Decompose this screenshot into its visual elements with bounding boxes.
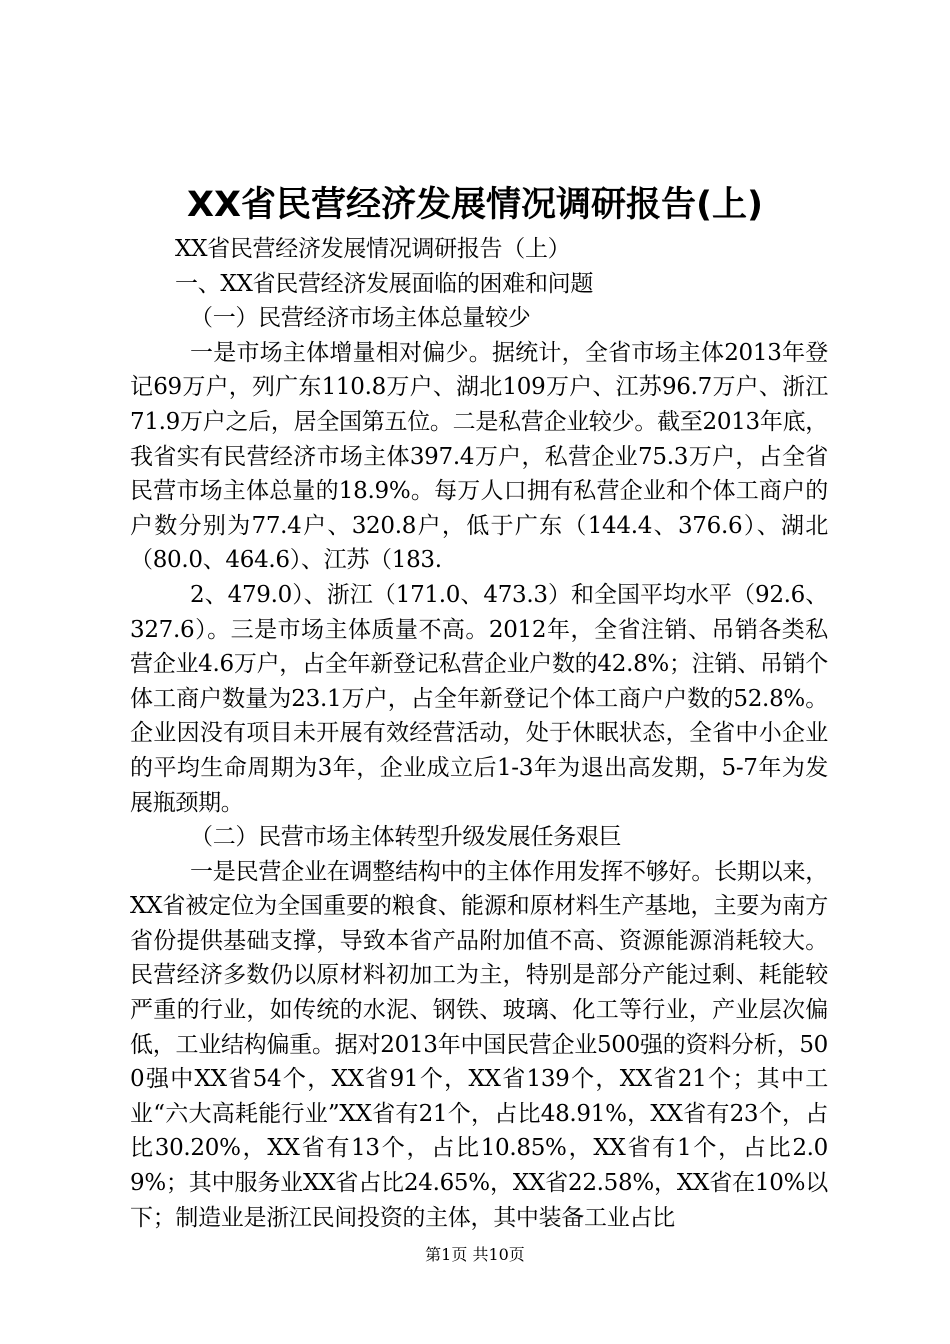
body-paragraph: 一是市场主体增量相对偏少。据统计，全省市场主体2013年登记69万户，列广东110.8万户、湖北109万户、江苏96.7万户、浙江71.9万户之后，居全国第五位。二是私营企业较少。截至2013年底，我省实有民营经济市场主体397.4万户，私营企业75.3万户，占全省民营市场主体总量的18.9%。每万人口拥有私营企业和个体工商户的户数分别为77.4户、320.8户，低于广东（144.4、376.6）、湖北（80.0、464.6）、江苏（183. [130, 339, 828, 574]
body-paragraph: 一是民营企业在调整结构中的主体作用发挥不够好。长期以来，XX省被定位为全国重要的粮食、能源和原材料生产基地，主要为南方省份提供基础支撑，导致本省产品附加值不高、资源能源消耗较大。民营经济多数仍以原材料初加工为主，特别是部分产能过剩、耗能较严重的行业，如传统的水泥、钢铁、玻璃、化工等行业，产业层次偏低，工业结构偏重。据对2013年中国民营企业500强的资料分析，500强中XX省54个，XX省91个，XX省139个，XX省21个；其中工业“六大高耗能行业”XX省有21个，占比48.91%，XX省有23个，占比30.20%，XX省有13个，占比10.85%，XX省有1个，占比2.09%；其中服务业XX省占比24.65%，XX省22.58%，XX省在10%以下；制造业是浙江民间投资的主体，其中装备工业占比 [130, 858, 828, 1231]
subsection-heading: （二）民营市场主体转型升级发展任务艰巨 [190, 824, 622, 851]
subsection-heading: （一）民营经济市场主体总量较少 [190, 305, 531, 332]
document-title: XX省民营经济发展情况调研报告(上) [187, 185, 763, 225]
document-body [130, 232, 828, 1235]
report-subtitle: XX省民营经济发展情况调研报告（上） [175, 236, 571, 262]
page-footer: 第1页 共10页 [425, 1245, 525, 1264]
body-paragraph: 2、479.0）、浙江（171.0、473.3）和全国平均水平（92.6、327.6）。三是市场主体质量不高。2012年，全省注销、吊销各类私营企业4.6万户，占全年新登记私营企业户数的42.8%；注销、吊销个体工商户数量为23.1万户，占全年新登记个体工商户户数的52.8%。企业因没有项目未开展有效经营活动，处于休眠状态，全省中小企业的平均生命周期为3年，企业成立后1-3年为退出高发期，5-7年为发展瓶颈期。 [130, 581, 828, 816]
section-heading: 一、XX省民营经济发展面临的困难和问题 [175, 270, 594, 297]
